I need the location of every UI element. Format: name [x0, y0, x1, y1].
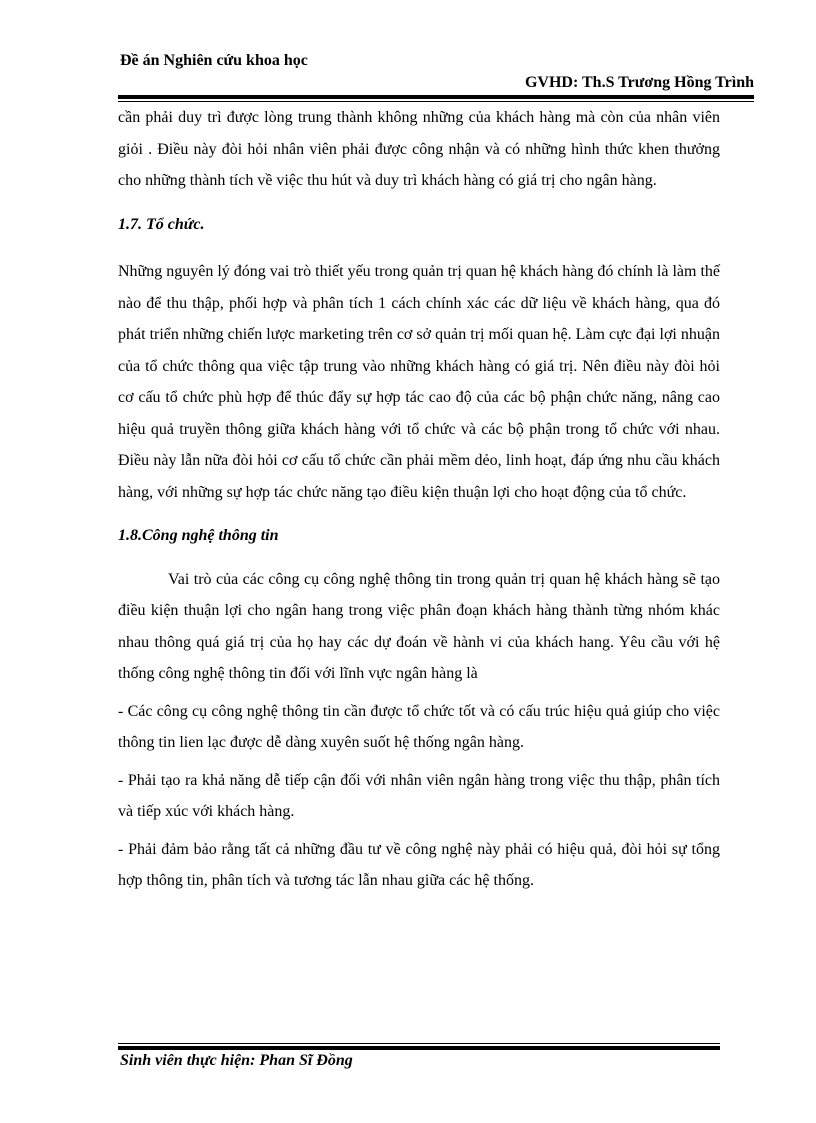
intro-paragraph: cần phải duy trì được lòng trung thành không những của khách hàng mà còn của nhân viên giỏi . Điều này đòi hỏi nhân viên phải được công nhận và có những hình thức khen thưởng cho những thành tích về việc thu hút và duy trì khách hàng có giá trị cho ngân hàng. [118, 109, 720, 189]
section-1-7-paragraph: Những nguyên lý đóng vai trò thiết yếu trong quản trị quan hệ khách hàng đó chính là làm thế nào để thu thập, phối hợp và phân tích 1 cách chính xác các dữ liệu về khách hàng, qua đó phát triển những chiến lược marketing trên cơ sở quản trị mối quan hệ. Làm cực đại lợi nhuận của tổ chức thông qua việc tập trung vào những khách hàng có giá trị. Nên điều này đòi hỏi cơ cấu tổ chức phù hợp để thúc đẩy sự hợp tác cao độ của các bộ phận chức năng, nâng cao hiệu quả truyền thông giữa khách hàng với tổ chức và các bộ phận trong tổ chức với nhau. Điều này lẫn nữa đòi hỏi cơ cấu tổ chức cần phải mềm dẻo, linh hoạt, đáp ứng nhu cầu khách hàng, với những sự hợp tác chức năng tạo điều kiện thuận lợi cho hoạt động của tổ chức. [118, 263, 720, 501]
bullet-item: - Phải đảm bảo rằng tất cả những đầu tư về công nghệ này phải có hiệu quả, đòi hỏi sự tổng hợp thông tin, phân tích và tương tác lẫn nhau giữa các hệ thống. [118, 840, 720, 889]
section-1-8-paragraph: Vai trò của các công cụ công nghệ thông tin trong quản trị quan hệ khách hàng sẽ tạo điều kiện thuận lợi cho ngân hang trong việc phân đoạn khách hàng thành từng nhóm khác nhau thông quá giá trị của họ hay các dự đoán về hành vi của khách hang. Yêu cầu với hệ thống công nghệ thông tin đối với lĩnh vực ngân hàng là [118, 570, 720, 682]
section-heading-1-7: 1.7. Tổ chức. [118, 215, 205, 233]
footer-divider-thin [118, 1043, 720, 1044]
bullet-item: - Các công cụ công nghệ thông tin cần được tổ chức tốt và có cấu trúc hiệu quả giúp cho việc thông tin lien lạc được dễ dàng xuyên suốt hệ thống ngân hàng. [118, 702, 720, 751]
footer-student: Sinh viên thực hiện: Phan Sĩ Đồng [120, 1052, 353, 1069]
footer-divider [118, 1046, 720, 1050]
header-project-title: Đề án Nghiên cứu khoa học [120, 52, 308, 69]
section-heading-1-8: 1.8.Công nghệ thông tin [118, 527, 279, 544]
header-advisor: GVHD: Th.S Trương Hồng Trình [524, 74, 754, 91]
bullet-item: - Phải tạo ra khả năng dễ tiếp cận đối với nhân viên ngân hàng trong việc thu thập, phân tích và tiếp xúc với khách hàng. [118, 771, 720, 820]
header-divider [118, 95, 754, 99]
document-body [118, 102, 720, 897]
